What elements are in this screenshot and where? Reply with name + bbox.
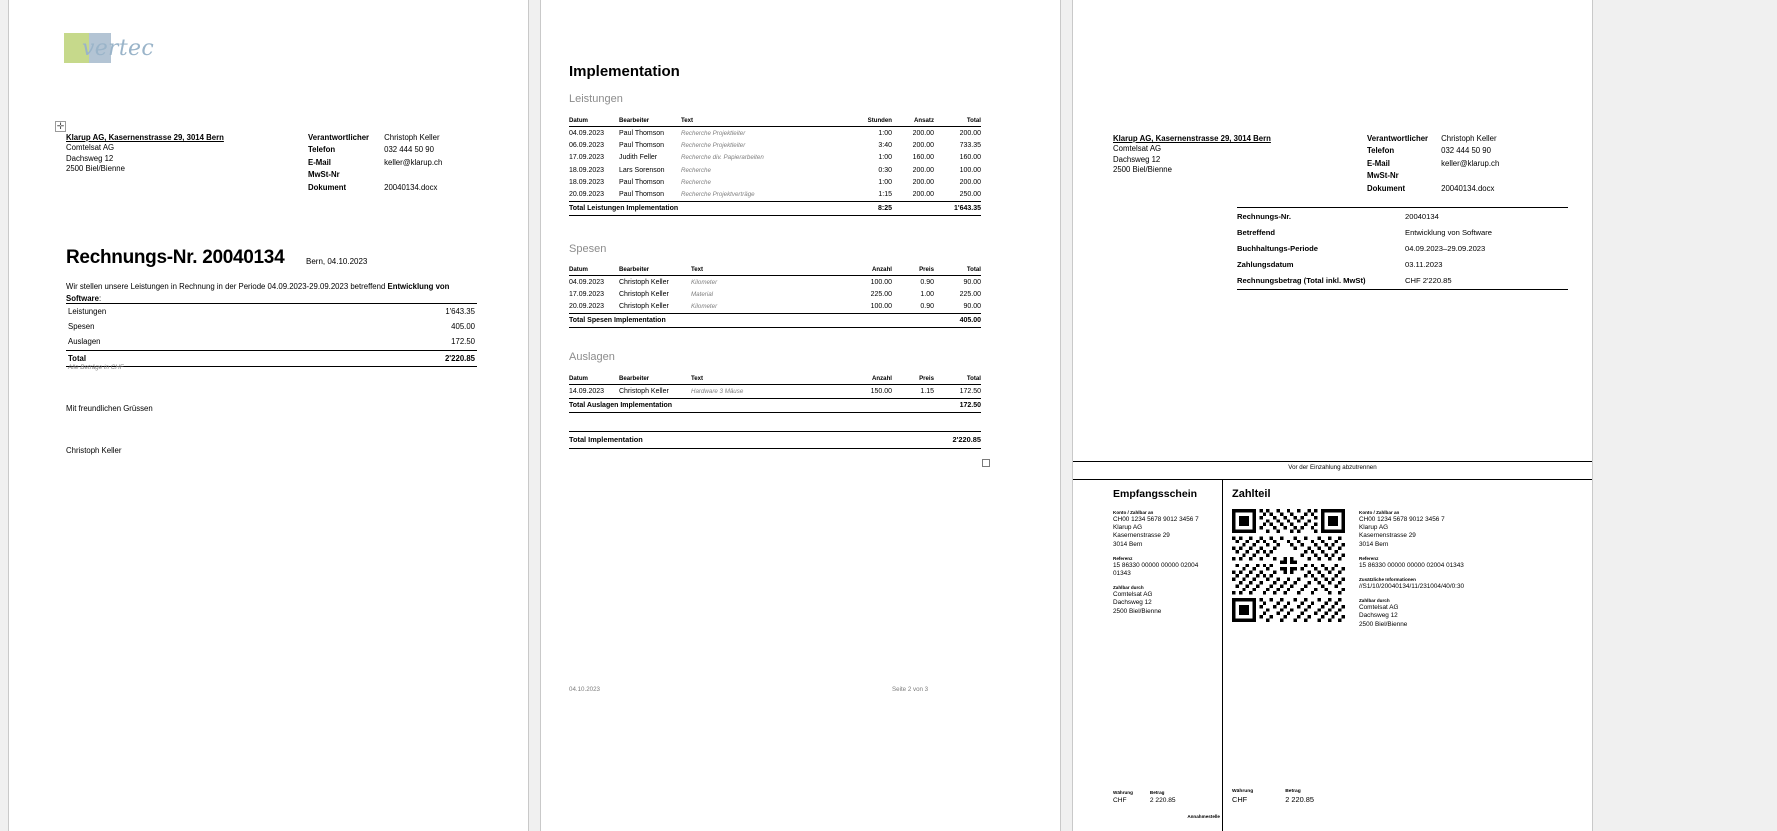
swiss-qr-code-icon: [1232, 509, 1345, 622]
cell-preis: 0.90: [920, 278, 934, 286]
meta-value: 20040134.docx: [1441, 183, 1495, 193]
meta-value: [1441, 171, 1499, 183]
invoice-summary-table: [1237, 207, 1568, 290]
qr-bill-vertical-divider: [1222, 479, 1223, 831]
cell-datum: 20.09.2023: [569, 303, 605, 311]
meta-value: 20040134.docx: [384, 182, 438, 192]
col-datum: Datum: [569, 375, 619, 385]
table-row: [569, 188, 981, 201]
table-header-row: [569, 117, 981, 127]
page-end-marker-icon: [982, 459, 990, 467]
intro-prefix: Wir stellen unsere Leistungen in Rechnung in der Periode 04.09.2023-29.09.2023 betreffend: [66, 282, 388, 291]
col-total: Total: [934, 266, 981, 276]
table-row: [569, 301, 981, 314]
payment-part-section: [1232, 488, 1582, 629]
summary-label: Leistungen: [66, 304, 293, 320]
cell-datum: 14.09.2023: [569, 387, 605, 395]
summary-key: Buchhaltungs-Periode: [1237, 243, 1319, 253]
table-row: [1237, 240, 1568, 256]
table-row: [1237, 257, 1568, 273]
col-text: Text: [681, 117, 850, 127]
document-page-1[interactable]: [9, 0, 528, 831]
cell-bearbeiter: Paul Thomson: [619, 142, 665, 150]
receipt-currency-group: [1113, 789, 1133, 805]
cell-stunden: 1:00: [878, 129, 892, 137]
cell-bearbeiter: Christoph Keller: [619, 303, 669, 311]
grand-total-table: [569, 431, 981, 449]
cell-bearbeiter: Christoph Keller: [619, 278, 669, 286]
payment-currency-group: [1232, 788, 1253, 805]
table-header-row: [569, 266, 981, 276]
payment-account-label: Konto / Zahlbar an: [1359, 510, 1400, 515]
recipient-line: Dachsweg 12: [66, 153, 114, 163]
col-text: Text: [691, 375, 850, 385]
cell-bearbeiter: Judith Feller: [619, 154, 658, 162]
payment-account-iban: CH00 1234 5678 9012 3456 7: [1359, 516, 1445, 523]
meta-key: E-Mail: [1367, 158, 1390, 168]
receipt-account-city: 3014 Bern: [1113, 540, 1143, 548]
receipt-payable-street: Dachsweg 12: [1113, 599, 1152, 607]
cell-total: 225.00: [959, 291, 981, 299]
col-preis: Preis: [892, 266, 934, 276]
cell-total: 172.50: [959, 387, 981, 395]
vertec-logo: [64, 33, 154, 63]
col-text: Text: [691, 266, 850, 276]
receipt-section: [1113, 488, 1216, 616]
table-row: [1237, 224, 1568, 240]
payment-account-name: Klarup AG: [1359, 524, 1389, 532]
col-stunden: Stunden: [850, 117, 892, 127]
cell-text: Recherche div. Papierarbeiten: [681, 154, 764, 162]
table-row: [569, 140, 981, 152]
page-title: Rechnungs-Nr. 20040134: [66, 247, 285, 268]
table-row: [569, 152, 981, 164]
meta-value: Christoph Keller: [1441, 134, 1497, 143]
receipt-amount-value: 2 220.85: [1149, 797, 1176, 804]
meta-key: Telefon: [1367, 146, 1395, 156]
swiss-qr-bill: [1073, 461, 1592, 831]
cell-datum: 04.09.2023: [569, 278, 605, 286]
cell-datum: 17.09.2023: [569, 291, 605, 299]
payment-amount-block: [1232, 788, 1314, 805]
section-heading-spesen: Spesen: [569, 243, 607, 255]
total-label: Total: [66, 350, 293, 366]
receipt-payable-name: Comtelsat AG: [1113, 591, 1153, 599]
table-row: [569, 276, 981, 289]
summary-value: 03.11.2023: [1405, 260, 1443, 270]
col-bearbeiter: Bearbeiter: [619, 117, 681, 127]
meta-key: MwSt-Nr: [1367, 171, 1399, 181]
cell-stunden: 3:40: [878, 142, 892, 150]
intro-suffix: :: [98, 293, 102, 303]
cut-instruction: Vor der Einzahlung abzutrennen: [1288, 464, 1377, 471]
cell-total: 90.00: [963, 278, 981, 286]
meta-value: keller@klarup.ch: [1441, 158, 1500, 168]
summary-key: Rechnungsbetrag (Total inkl. MwSt): [1237, 273, 1405, 290]
total-amount: 2'220.85: [293, 350, 477, 366]
meta-value: [384, 170, 442, 182]
cell-ansatz: 200.00: [912, 129, 934, 137]
move-handle-icon[interactable]: ✛: [56, 121, 65, 131]
place-and-date: Bern, 04.10.2023: [306, 257, 368, 266]
receipt-reference-value: 15 86330 00000 00000 02004 01343: [1113, 561, 1199, 578]
cell-ansatz: 160.00: [912, 154, 934, 162]
cell-datum: 06.09.2023: [569, 142, 605, 150]
cell-anzahl: 100.00: [870, 303, 892, 311]
total-amount: 172.50: [934, 398, 981, 412]
meta-value: 032 444 50 90: [384, 145, 434, 155]
meta-value: keller@klarup.ch: [384, 157, 443, 167]
recipient-line: Comtelsat AG: [66, 143, 115, 153]
cell-text: Recherche Projektleiter: [681, 129, 746, 137]
table-row-total: [66, 350, 477, 366]
table-row: [569, 164, 981, 176]
receipt-payable-label: Zahlbar durch: [1113, 585, 1144, 591]
receipt-acceptance-point-label: Annahmestelle: [1187, 814, 1220, 819]
col-datum: Datum: [569, 117, 619, 127]
col-preis: Preis: [892, 375, 934, 385]
footer-page-number: Seite 2 von 3: [892, 686, 929, 693]
summary-amount: 1'643.35: [293, 304, 477, 320]
meta-key: MwSt-Nr: [308, 170, 340, 180]
meta-value: 032 444 50 90: [1441, 146, 1491, 156]
leistungen-table: [569, 117, 981, 216]
summary-key: Betreffend: [1237, 227, 1275, 237]
cell-text: Hardware 3 Mäuse: [691, 387, 744, 395]
document-page-3[interactable]: [1073, 0, 1592, 831]
payment-payable-name: Comtelsat AG: [1359, 604, 1399, 612]
summary-amount: 172.50: [451, 337, 475, 347]
payment-account-city: 3014 Bern: [1359, 540, 1389, 548]
receipt-amount-block: [1113, 789, 1176, 805]
cell-preis: 1.15: [920, 387, 934, 395]
table-row-grand-total: [569, 432, 981, 449]
cell-total: 90.00: [963, 303, 981, 311]
auslagen-table: [569, 375, 981, 413]
table-row: [1237, 208, 1568, 225]
col-total: Total: [934, 117, 981, 127]
payment-info-column: [1359, 509, 1564, 629]
col-total: Total: [934, 375, 981, 385]
project-title: Implementation: [569, 63, 680, 80]
cell-bearbeiter: Lars Sorenson: [619, 166, 665, 174]
cell-bearbeiter: Paul Thomson: [619, 190, 665, 198]
cell-ansatz: 200.00: [912, 178, 934, 186]
sender-recipient-block: [66, 133, 224, 174]
cell-stunden: 1:00: [878, 178, 892, 186]
cell-total: 200.00: [959, 129, 981, 137]
payment-payable-label: Zahlbar durch: [1359, 598, 1390, 604]
total-amount: 405.00: [934, 313, 981, 327]
cell-stunden: 0:30: [878, 166, 892, 174]
receipt-amount-label: Betrag: [1149, 790, 1165, 795]
table-row: [569, 289, 981, 301]
receipt-payable-city: 2500 Biel/Bienne: [1113, 607, 1162, 615]
payment-amount-label: Betrag: [1285, 789, 1301, 794]
cell-preis: 0.90: [920, 303, 934, 311]
summary-value: CHF 2'220.85: [1405, 273, 1568, 290]
col-datum: Datum: [569, 266, 619, 276]
cell-stunden: 1:00: [878, 154, 892, 162]
total-label: Total Leistungen Implementation: [569, 201, 850, 215]
document-meta-block: [1367, 134, 1499, 196]
meta-key: Telefon: [308, 145, 336, 155]
cell-ansatz: 200.00: [912, 166, 934, 174]
payment-account-street: Kasernenstrasse 29: [1359, 532, 1416, 540]
table-row: [1237, 273, 1568, 290]
cell-text: Recherche: [681, 166, 711, 174]
footer-date: 04.10.2023: [569, 686, 600, 693]
receipt-currency-label: Währung: [1113, 790, 1133, 795]
table-row-total: [569, 201, 981, 215]
meta-value: Christoph Keller: [384, 133, 440, 142]
cell-stunden: 1:15: [878, 190, 892, 198]
sender-line: Klarup AG, Kasernenstrasse 29, 3014 Bern: [66, 133, 224, 142]
payment-additional-label: Zusätzliche Informationen: [1359, 577, 1416, 583]
col-bearbeiter: Bearbeiter: [619, 375, 691, 385]
summary-label: Spesen: [68, 322, 95, 332]
spesen-table: [569, 266, 981, 328]
table-row: [569, 127, 981, 140]
cell-datum: 18.09.2023: [569, 166, 605, 174]
summary-label: Auslagen: [68, 337, 101, 347]
payment-reference-label: Referenz: [1359, 555, 1379, 561]
summary-value: 20040134: [1405, 208, 1568, 225]
receipt-account-street: Kasernenstrasse 29: [1113, 532, 1170, 540]
intro-paragraph: [66, 281, 478, 304]
table-row: [569, 176, 981, 188]
document-page-2[interactable]: [541, 0, 1060, 831]
recipient-line: Dachsweg 12: [1113, 154, 1161, 164]
recipient-line: Comtelsat AG: [1113, 144, 1162, 154]
cell-datum: 18.09.2023: [569, 178, 605, 186]
summary-key: Zahlungsdatum: [1237, 260, 1294, 270]
cell-total: 733.35: [959, 142, 981, 150]
receipt-currency-value: CHF: [1113, 797, 1127, 804]
cell-bearbeiter: Christoph Keller: [619, 387, 669, 395]
sender-line: Klarup AG, Kasernenstrasse 29, 3014 Bern: [1113, 134, 1271, 143]
receipt-account-name: Klarup AG: [1113, 524, 1143, 532]
closing-greeting: Mit freundlichen Grüssen: [66, 404, 153, 413]
summary-amount: 405.00: [451, 322, 475, 332]
payment-part-title: Zahlteil: [1232, 488, 1271, 500]
meta-key: Verantwortlicher: [1367, 134, 1429, 143]
grand-total-label: Total Implementation: [569, 432, 866, 449]
col-anzahl: Anzahl: [850, 375, 892, 385]
qr-code-container: [1232, 509, 1345, 629]
cell-datum: 17.09.2023: [569, 154, 605, 162]
receipt-title: Empfangsschein: [1113, 488, 1198, 500]
table-row-total: [569, 398, 981, 412]
receipt-account-iban: CH00 1234 5678 9012 3456 7: [1113, 516, 1199, 523]
col-bearbeiter: Bearbeiter: [619, 266, 691, 276]
section-heading-leistungen: Leistungen: [569, 93, 623, 105]
cell-text: Recherche: [681, 178, 711, 186]
total-stunden: 8:25: [850, 201, 892, 215]
cell-bearbeiter: Christoph Keller: [619, 291, 669, 299]
cell-anzahl: 100.00: [870, 278, 892, 286]
recipient-line: 2500 Biel/Bienne: [66, 163, 125, 173]
cell-total: 160.00: [959, 154, 981, 162]
grand-total-amount: 2'220.85: [866, 432, 981, 449]
cell-preis: 1.00: [920, 291, 934, 299]
receipt-account-label: Konto / Zahlbar an: [1113, 510, 1154, 515]
cell-text: Recherche Projektleiter: [681, 142, 746, 150]
table-row-total: [569, 313, 981, 327]
payment-payable-street: Dachsweg 12: [1359, 612, 1398, 620]
signer-name: Christoph Keller: [66, 446, 122, 455]
document-meta-block: [308, 133, 442, 195]
summary-key: Rechnungs-Nr.: [1237, 208, 1405, 225]
cell-bearbeiter: Paul Thomson: [619, 129, 665, 137]
logo-wordmark: vertec: [82, 36, 154, 61]
cell-total: 200.00: [959, 178, 981, 186]
cell-text: Material: [691, 291, 714, 299]
section-heading-auslagen: Auslagen: [569, 351, 615, 363]
table-row: [569, 385, 981, 398]
table-row: [66, 319, 477, 334]
total-amount: 1'643.35: [934, 201, 981, 215]
cell-datum: 04.09.2023: [569, 129, 605, 137]
total-label: Total Auslagen Implementation: [569, 398, 934, 412]
meta-key: Dokument: [1367, 183, 1406, 193]
payment-currency-label: Währung: [1232, 789, 1254, 794]
summary-value: Entwicklung von Software: [1405, 227, 1492, 237]
cell-anzahl: 150.00: [870, 387, 892, 395]
meta-key: Verantwortlicher: [308, 133, 370, 142]
cell-total: 250.00: [959, 190, 981, 198]
table-row: [66, 304, 477, 320]
payment-reference-value: 15 86330 00000 00000 02004 01343: [1359, 561, 1464, 569]
cell-text: Kilometer: [691, 278, 718, 286]
receipt-reference-label: Referenz: [1113, 555, 1133, 561]
payment-amount-value: 2 220.85: [1285, 795, 1314, 804]
table-header-row: [569, 375, 981, 385]
cell-bearbeiter: Paul Thomson: [619, 178, 665, 186]
total-label: Total Spesen Implementation: [569, 313, 934, 327]
meta-key: Dokument: [308, 182, 347, 192]
cell-ansatz: 200.00: [912, 190, 934, 198]
cell-text: Recherche Projektverträge: [681, 190, 755, 198]
recipient-line: 2500 Biel/Bienne: [1113, 164, 1172, 174]
summary-table: [66, 303, 477, 367]
payment-payable-city: 2500 Biel/Bienne: [1359, 620, 1408, 628]
col-ansatz: Ansatz: [892, 117, 934, 127]
sender-recipient-block: [1113, 134, 1271, 175]
summary-value: 04.09.2023–29.09.2023: [1405, 243, 1486, 253]
intro-subject: Entwicklung von Software: [66, 282, 450, 303]
receipt-amount-group: [1150, 789, 1176, 805]
cell-text: Kilometer: [691, 303, 718, 311]
table-row: [66, 334, 477, 350]
payment-additional-value: //S1/10/20040134/11/231004/40/0:30: [1359, 583, 1465, 591]
payment-currency-value: CHF: [1232, 795, 1248, 804]
payment-amount-group: [1285, 788, 1314, 805]
cell-ansatz: 200.00: [912, 142, 934, 150]
cell-datum: 20.09.2023: [569, 190, 605, 198]
currency-note: Alle Beträge in CHF: [68, 364, 124, 371]
meta-key: E-Mail: [308, 157, 331, 167]
col-anzahl: Anzahl: [850, 266, 892, 276]
qr-bill-divider: [1073, 479, 1592, 480]
cell-anzahl: 225.00: [870, 291, 892, 299]
cell-total: 100.00: [959, 166, 981, 174]
